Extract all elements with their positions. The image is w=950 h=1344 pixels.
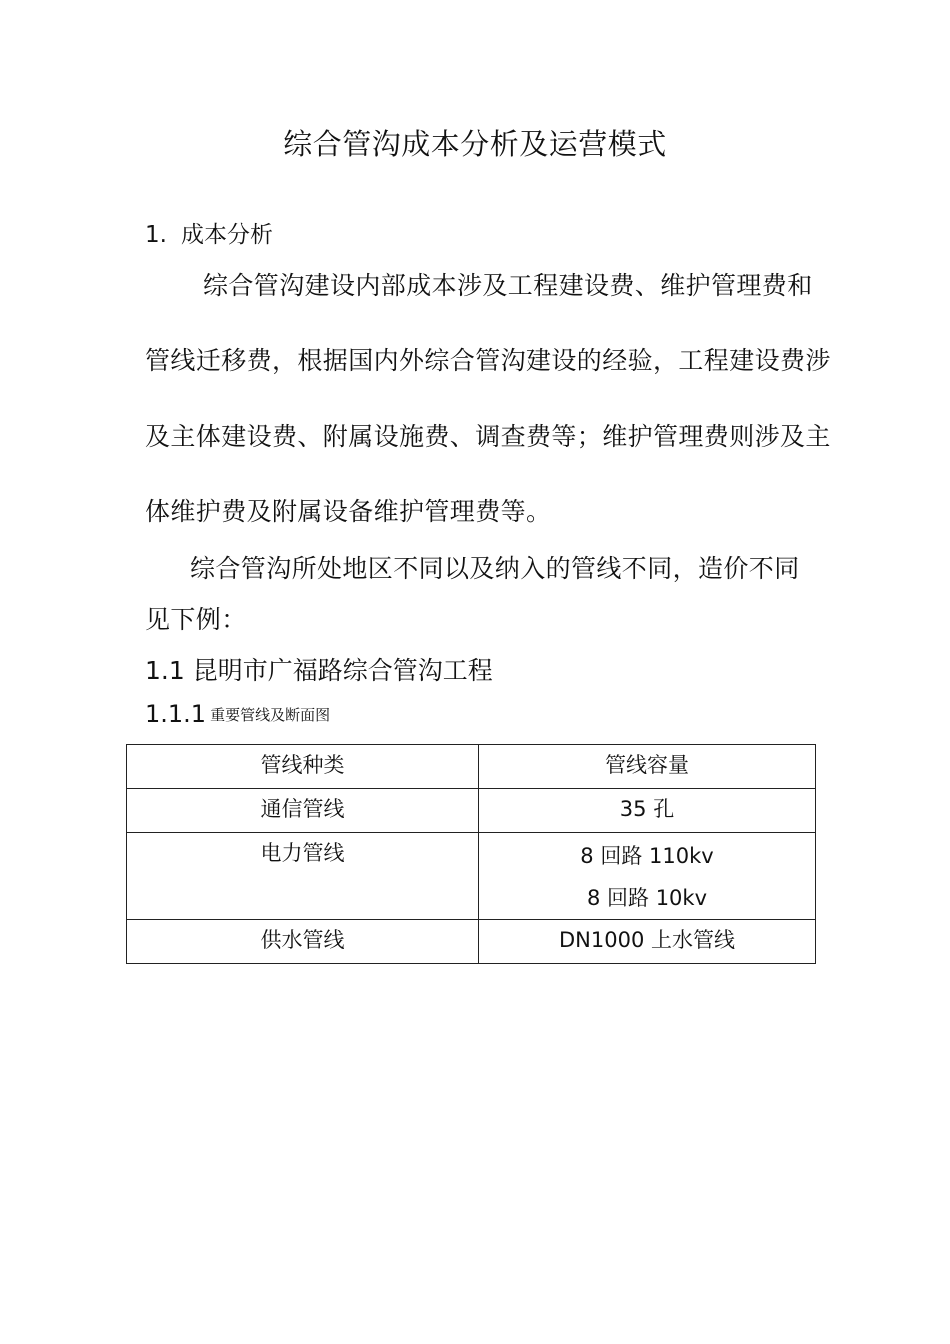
- paragraph-line: 见下例：: [145, 605, 247, 634]
- paragraph-line: 管线迁移费，根据国内外综合管沟建设的经验，工程建设费涉: [145, 346, 831, 375]
- section-title: 成本分析: [181, 222, 273, 248]
- column-header-capacity: 管线容量: [479, 745, 816, 789]
- subsubsection-number: 1.1.1: [145, 700, 207, 728]
- subsubsection-label: 重要管线及断面图: [210, 706, 331, 724]
- cell-pipeline-type: 电力管线: [127, 833, 479, 920]
- table-row: [127, 789, 816, 833]
- column-header-type: 管线种类: [127, 745, 479, 789]
- cell-pipeline-capacity: DN1000 上水管线: [479, 920, 816, 964]
- cell-pipeline-type: 供水管线: [127, 920, 479, 964]
- page-title: 综合管沟成本分析及运营模式: [283, 127, 667, 161]
- cell-pipeline-capacity: [479, 833, 816, 920]
- table-header-row: [127, 745, 816, 789]
- paragraph-line: 体维护费及附属设备维护管理费等。: [145, 497, 552, 526]
- cell-pipeline-type: 通信管线: [127, 789, 479, 833]
- capacity-line: 8 回路 110kv: [580, 844, 714, 868]
- subsubsection-heading: [145, 700, 330, 728]
- pipeline-capacity-table: [126, 744, 816, 964]
- table-row: [127, 920, 816, 964]
- section-heading-cost-analysis: [145, 216, 273, 249]
- paragraph-line: 综合管沟所处地区不同以及纳入的管线不同，造价不同: [190, 554, 800, 583]
- paragraph-line: 综合管沟建设内部成本涉及工程建设费、维护管理费和: [203, 271, 813, 300]
- cell-pipeline-capacity: 35 孔: [479, 789, 816, 833]
- section-number: 1.: [145, 222, 167, 248]
- capacity-line: 8 回路 10kv: [586, 886, 708, 910]
- subsection-heading: 1.1 昆明市广福路综合管沟工程: [145, 656, 493, 685]
- paragraph-line: 及主体建设费、附属设施费、调查费等；维护管理费则涉及主: [145, 422, 831, 451]
- table-row: [127, 833, 816, 920]
